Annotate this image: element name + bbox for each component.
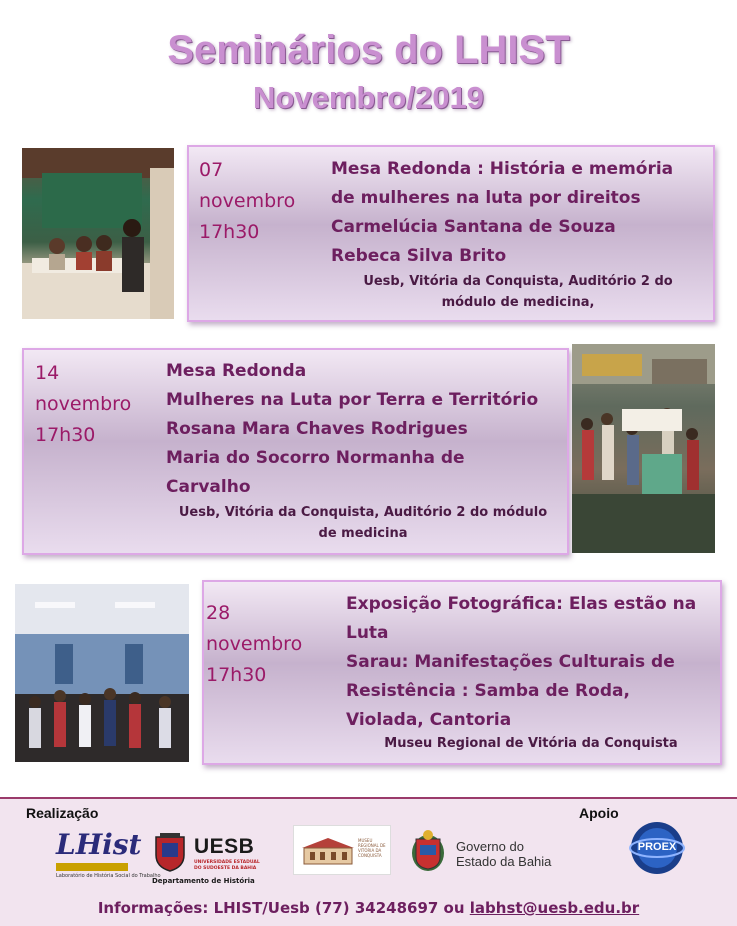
event-line: Mesa Redonda : História e memória	[331, 159, 674, 179]
event-2-location	[166, 502, 560, 544]
event-1-photo	[22, 148, 174, 319]
march-photo-icon	[572, 344, 715, 553]
exhibition-photo-icon	[15, 584, 189, 762]
event-day: 28	[206, 602, 231, 624]
event-2-photo	[572, 344, 715, 553]
event-day: 07	[199, 159, 224, 181]
museu-logo	[293, 825, 391, 875]
event-line: Mulheres na Luta por Terra e Território	[166, 390, 539, 410]
event-line: Carvalho	[166, 477, 251, 497]
contact-info	[0, 899, 737, 917]
event-1-description	[331, 155, 711, 271]
event-3-photo	[15, 584, 189, 762]
governo-line-1: Governo do	[456, 839, 524, 854]
event-month: novembro	[199, 190, 296, 212]
location-line: módulo de medicina,	[441, 295, 595, 310]
event-time: 17h30	[206, 664, 267, 686]
event-2-date	[35, 358, 131, 451]
uesb-logo-subtitle: UNIVERSIDADE ESTADUAL DO SUDOESTE DA BAHIA	[194, 860, 260, 871]
lhist-logo	[56, 828, 161, 885]
event-line: Carmelúcia Santana de Souza	[331, 217, 616, 237]
location-line: Uesb, Vitória da Conquista, Auditório 2 do módulo	[178, 505, 548, 520]
location-line: Uesb, Vitória da Conquista, Auditório 2 do	[363, 274, 673, 289]
museum-building-icon	[300, 836, 356, 866]
contact-email-link[interactable]: labhst@uesb.edu.br	[469, 899, 640, 917]
event-time: 17h30	[35, 424, 96, 446]
event-time: 17h30	[199, 221, 260, 243]
event-1-panel	[187, 145, 715, 322]
location-line: Museu Regional de Vitória da Conquista	[384, 736, 678, 751]
location-line: de medicina	[318, 526, 408, 541]
uesb-logo	[152, 833, 272, 889]
lhist-logo-bar	[56, 863, 128, 871]
page-title: Seminários do LHIST	[167, 28, 570, 72]
uesb-crest-icon	[152, 833, 188, 873]
event-line: Rebeca Silva Brito	[331, 246, 507, 266]
event-3-date	[206, 598, 302, 691]
realizacao-label: Realização	[26, 805, 99, 821]
event-line: Mesa Redonda	[166, 361, 307, 381]
classroom-photo-icon	[22, 148, 174, 319]
departamento-historia: Departamento de História	[152, 877, 255, 885]
proex-logo-text: PROEX	[637, 841, 677, 853]
governo-bahia-logo	[408, 829, 558, 879]
event-2-panel	[22, 348, 569, 555]
event-3-description	[346, 590, 716, 735]
event-line: Exposição Fotográfica: Elas estão na	[346, 594, 697, 614]
governo-line-2: Estado da Bahia	[456, 854, 552, 869]
lhist-logo-text: LHist	[56, 828, 142, 861]
event-1-date	[199, 155, 295, 248]
event-2-description	[166, 357, 566, 502]
event-3-panel	[202, 580, 722, 765]
bahia-coat-of-arms-icon	[408, 829, 448, 873]
event-day: 14	[35, 362, 60, 384]
apoio-label: Apoio	[579, 805, 619, 821]
event-line: Rosana Mara Chaves Rodrigues	[166, 419, 468, 439]
event-1-location	[331, 271, 705, 313]
footer	[0, 797, 737, 926]
event-month: novembro	[35, 393, 132, 415]
event-line: Violada, Cantoria	[346, 710, 512, 730]
contact-info-text: Informações: LHIST/Uesb (77) 34248697 ou	[97, 899, 470, 917]
proex-logo	[628, 819, 686, 877]
uesb-logo-text: UESB	[194, 835, 255, 858]
lhist-logo-subtitle: Laboratório de História Social do Trabalho	[56, 873, 161, 879]
event-line: Luta	[346, 623, 389, 643]
event-line: Maria do Socorro Normanha de	[166, 448, 465, 468]
page-subtitle: Novembro/2019	[253, 80, 484, 115]
governo-text	[456, 839, 551, 869]
event-line: Sarau: Manifestações Culturais de	[346, 652, 675, 672]
event-3-location	[346, 733, 716, 754]
event-month: novembro	[206, 633, 303, 655]
museu-logo-text: MUSEU REGIONAL DE VITÓRIA DA CONQUISTA	[358, 838, 386, 858]
event-line: de mulheres na luta por direitos	[331, 188, 641, 208]
event-line: Resistência : Samba de Roda,	[346, 681, 630, 701]
